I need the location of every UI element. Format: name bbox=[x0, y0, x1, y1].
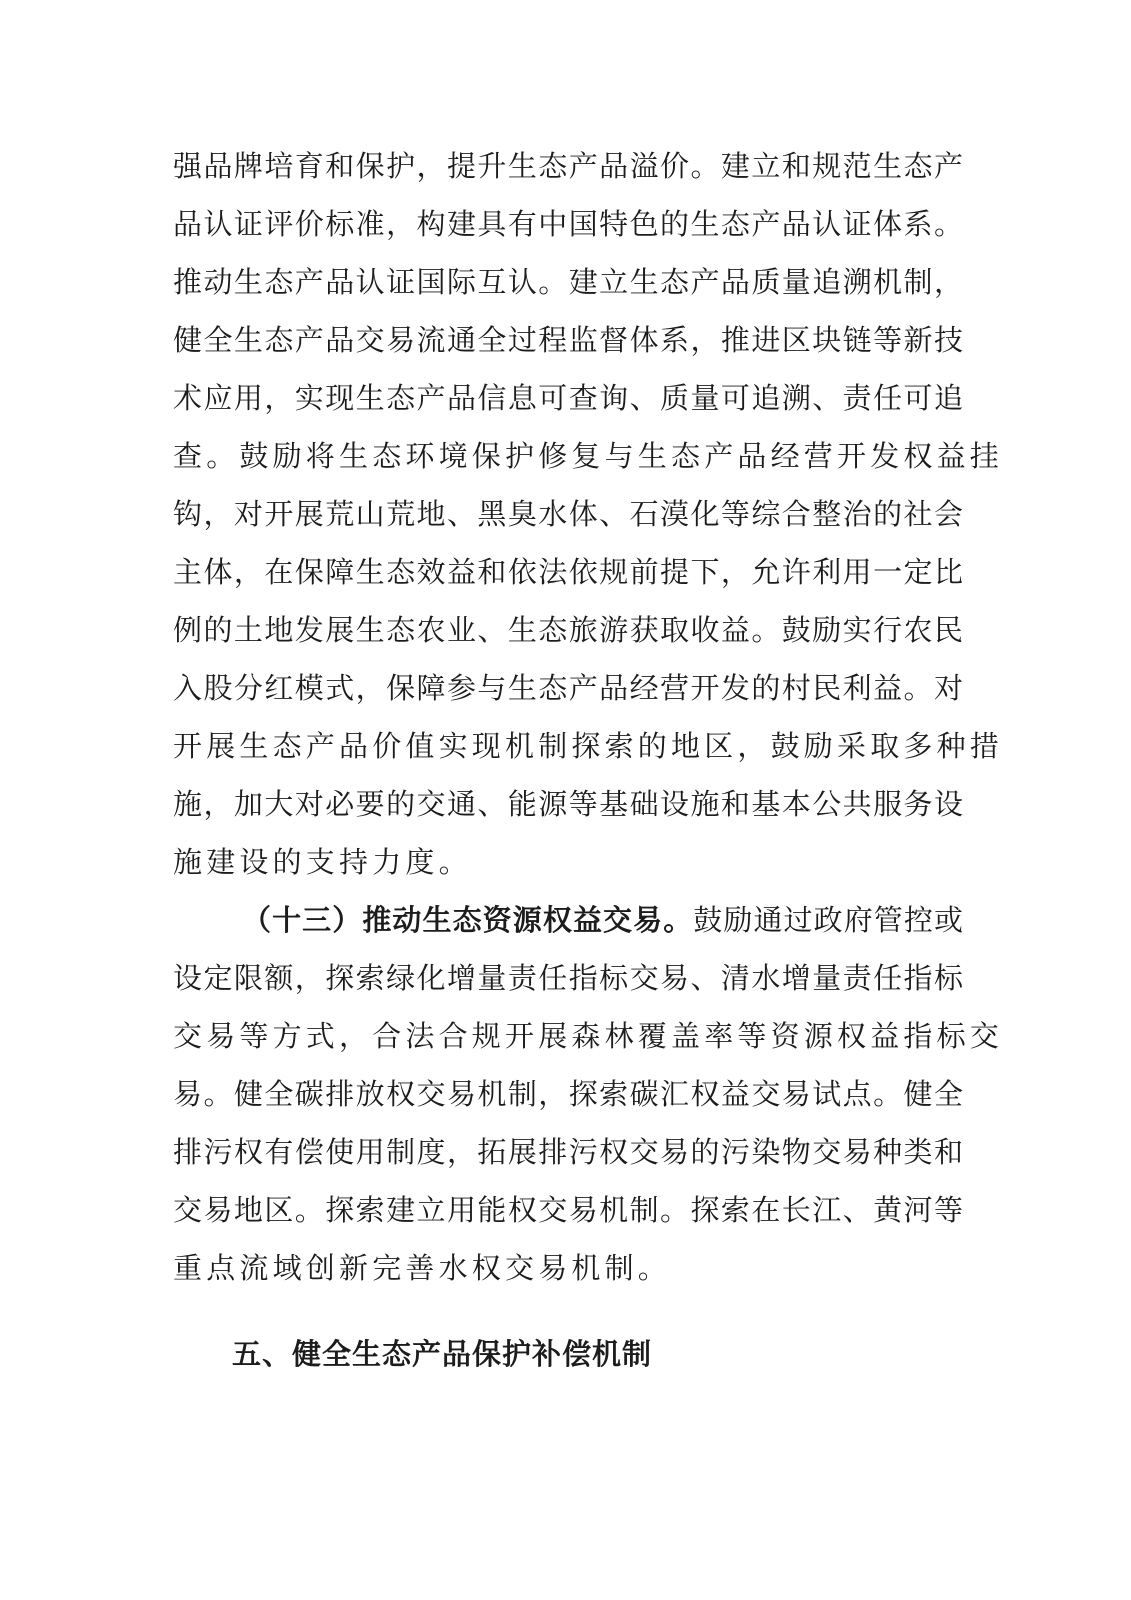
text-line: 施，加大对必要的交通、能源等基础设施和基本公共服务设 bbox=[173, 787, 963, 821]
text-line: 钩，对开展荒山荒地、黑臭水体、石漠化等综合整治的社会 bbox=[173, 497, 963, 531]
text-line: 施建设的支持力度。 bbox=[173, 845, 472, 879]
text-line: 强品牌培育和保护，提升生态产品溢价。建立和规范生态产 bbox=[173, 149, 963, 183]
text-line: 入股分红模式，保障参与生态产品经营开发的村民利益。对 bbox=[173, 671, 963, 705]
paragraph-first-line bbox=[242, 900, 963, 940]
text-line: 交易地区。探索建立用能权交易机制。探索在长江、黄河等 bbox=[173, 1193, 963, 1227]
text-line: 排污权有偿使用制度，拓展排污权交易的污染物交易种类和 bbox=[173, 1135, 963, 1169]
text-line: 例的土地发展生态农业、生态旅游获取收益。鼓励实行农民 bbox=[173, 613, 963, 647]
text-line: 推动生态产品认证国际互认。建立生态产品质量追溯机制， bbox=[173, 265, 963, 299]
section-heading: 五、健全生态产品保护补偿机制 bbox=[232, 1337, 653, 1371]
text-line: 查。鼓励将生态环境保护修复与生态产品经营开发权益挂 bbox=[173, 439, 1004, 473]
text-line: 设定限额，探索绿化增量责任指标交易、清水增量责任指标 bbox=[173, 961, 963, 995]
text-line: 重点流域创新完善水权交易机制。 bbox=[173, 1251, 672, 1285]
text-line: 品认证评价标准，构建具有中国特色的生态产品认证体系。 bbox=[173, 207, 963, 241]
text-line: 健全生态产品交易流通全过程监督体系，推进区块链等新技 bbox=[173, 323, 963, 357]
text-run: 鼓励通过政府管控或 bbox=[693, 903, 963, 937]
text-line: 交易等方式，合法合规开展森林覆盖率等资源权益指标交 bbox=[173, 1019, 1004, 1053]
text-line: 术应用，实现生态产品信息可查询、质量可追溯、责任可追 bbox=[173, 381, 963, 415]
text-line: 主体，在保障生态效益和依法依规前提下，允许利用一定比 bbox=[173, 555, 963, 589]
text-line: 开展生态产品价值实现机制探索的地区，鼓励采取多种措 bbox=[173, 729, 1004, 763]
subsection-heading: （十三）推动生态资源权益交易。 bbox=[242, 903, 694, 937]
text-line: 易。健全碳排放权交易机制，探索碳汇权益交易试点。健全 bbox=[173, 1077, 963, 1111]
